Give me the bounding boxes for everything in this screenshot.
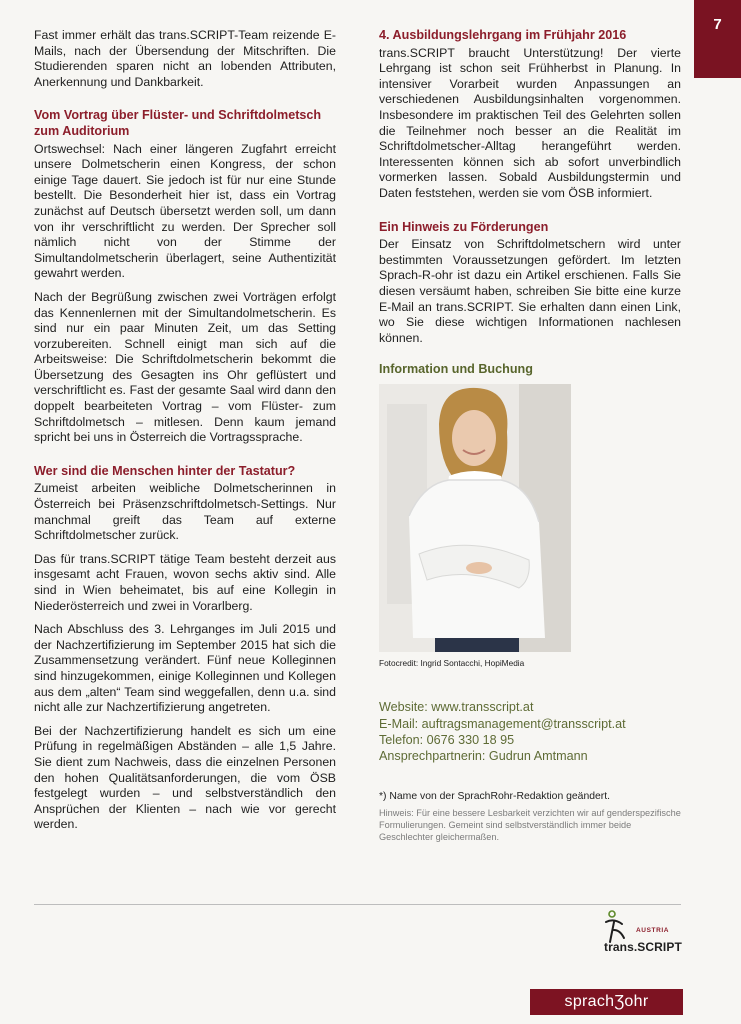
section-foerderungen (379, 220, 681, 347)
logo-brand: trans.SCRIPT (604, 940, 682, 954)
section-heading-menschen: Wer sind die Menschen hinter der Tastatur? (34, 463, 296, 478)
section-vortrag (34, 108, 336, 445)
portrait-illustration (379, 384, 571, 652)
section-heading-foerderungen: Ein Hinweis zu Förderungen (379, 219, 549, 234)
email-link[interactable]: E-Mail: auftragsmanagement@transscript.at (379, 716, 626, 731)
gender-note: Hinweis: Für eine bessere Lesbarkeit verzichten wir auf genderspezifische Formulierungen. Gemeint sind selbstverständlich immer beide Geschlechter gleichermaßen. (379, 808, 681, 843)
section-ausbildungslehrgang (379, 28, 681, 202)
paragraph: Zumeist arbeiten weibliche Dolmetscherinnen in Österreich bei Präsenzschriftdolmetsch-Settings. Nur manchmal greift das Team auf externe Schriftdolmetscher zurück. (34, 481, 336, 543)
footer-divider (34, 904, 681, 905)
portrait-photo (379, 384, 571, 652)
page-number: 7 (713, 16, 722, 33)
phone-number: Telefon: 0676 330 18 95 (379, 732, 515, 747)
paragraph: Der Einsatz von Schriftdolmetschern wird unter bestimmten Voraussetzungen gefördert. Im letzten Sprach-R-ohr ist dazu ein Artikel erschienen. Falls Sie diesen versäumt haben, schreiben Sie bitte eine kurze E-Mail an trans.SCRIPT. Sie erhalten dann einen Link, wo Sie diese wichtigen Informationen nachlesen können. (379, 237, 681, 345)
sprachrohr-badge (530, 989, 683, 1015)
logo-austria: AUSTRIA (636, 927, 670, 934)
photo-credit: Fotocredit: Ingrid Sontacchi, HopiMedia (379, 657, 525, 668)
paragraph: Nach Abschluss des 3. Lehrganges im Juli 2015 und der Nachzertifizierung im September 2015 hat sich die Zusammensetzung verändert. Fünf neue Kolleginnen sind hinzugekommen, einige Kolleginnen und Kollegen aus dem „alten“ Team sind weggefallen, denn u.a. sind nicht alle zur Nachzertifizierung angetreten. (34, 622, 336, 715)
info-heading: Information und Buchung (379, 362, 533, 377)
page-number-tab (694, 0, 741, 78)
right-column (379, 28, 681, 843)
paragraph: Das für trans.SCRIPT tätige Team besteht derzeit aus insgesamt acht Frauen, wovon sechs aktiv sind. Alle sind in Wien beheimatet, bis auf eine Kollegin in Niederösterreich und zwei in Vorarlberg. (34, 551, 336, 613)
paragraph: Ortswechsel: Nach einer längeren Zugfahrt erreicht unsere Dolmetscherin einen Kongress, der schon einige Tage dauert. Sie jedoch ist für nur eine Stunde bestellt. Die Besonderheit hier ist, dass ein Vortrag zunächst auf Deutsch übersetzt werden soll, um dann von ihr verschriftlicht zu werden. Der Sprecher soll nämlich nicht von der Stimme der Simultandolmetscherin überlagert, seine Authentizität gewahrt werden. (34, 141, 336, 281)
contact-block (379, 699, 681, 764)
sprachrohr-text: sprachƷohr (564, 993, 649, 1010)
contact-person: Ansprechpartnerin: Gudrun Amtmann (379, 749, 588, 764)
section-menschen (34, 464, 336, 833)
footnote: *) Name von der SprachRohr-Redaktion geändert. (379, 791, 611, 803)
paragraph: trans.SCRIPT braucht Unterstützung! Der vierte Lehrgang ist schon seit Frühherbst in Planung. In intensiver Vorarbeit wurden Anpassungen an verschiedenen Ausbildungsinhalten vorgenommen. Insbesondere im praktischen Teil des Gelehrten sollen die Teilnehmer noch besser an die Realität im Schriftdolmetscher-Alltag herangeführt werden. Interessenten können sich ab sofort unverbindlich vormerken lassen. Sobald Ausbildungstermin und Daten feststehen, werden sie vom ÖSB informiert. (379, 45, 681, 200)
transscript-logo (596, 908, 686, 960)
website-link[interactable]: Website: www.transscript.at (379, 700, 534, 715)
paragraph: Nach der Begrüßung zwischen zwei Vorträgen erfolgt das Kennenlernen mit der Simultandolmetscherin. Es sind nur ein paar Minuten Zeit, um das Setting vorzubereiten. Schnell einigt man sich auf die Arbeitsweise: Die Schriftdolmetscherin bekommt die Übersetzung des Gesagten ins Ohr geflüstert und verschriftlicht es. Fast der gesamte Saal wird dann den doppelt bearbeiteten Vortrag – vom Flüster- zum Schriftdolmetsch – mitlesen. Denn kaum jemand spricht bei uns in Österreich die Vortragssprache. (34, 289, 336, 445)
paragraph: Bei der Nachzertifizierung handelt es sich um eine Prüfung in regelmäßigen Abständen – alle 1,5 Jahre. Sie dient zum Nachweis, dass die einzelnen Personen den hohen Qualitätsanforderungen, die vom ÖSB festgelegt wurden – und selbstverständlich den Ansprüchen der Klienten – nach wie vor gerecht werden. (34, 723, 336, 832)
section-heading-vortrag: Vom Vortrag über Flüster- und Schriftdolmetsch zum Auditorium (34, 108, 322, 138)
left-column (34, 28, 336, 841)
section-heading-ausbildungslehrgang: 4. Ausbildungslehrgang im Frühjahr 2016 (379, 28, 627, 42)
intro-paragraph: Fast immer erhält das trans.SCRIPT-Team reizende E-Mails, nach der Übersendung der Mitschriften. Die Studierenden sparen nicht an lobenden Attributen, Anerkennung und Dankbarkeit. (34, 28, 336, 89)
